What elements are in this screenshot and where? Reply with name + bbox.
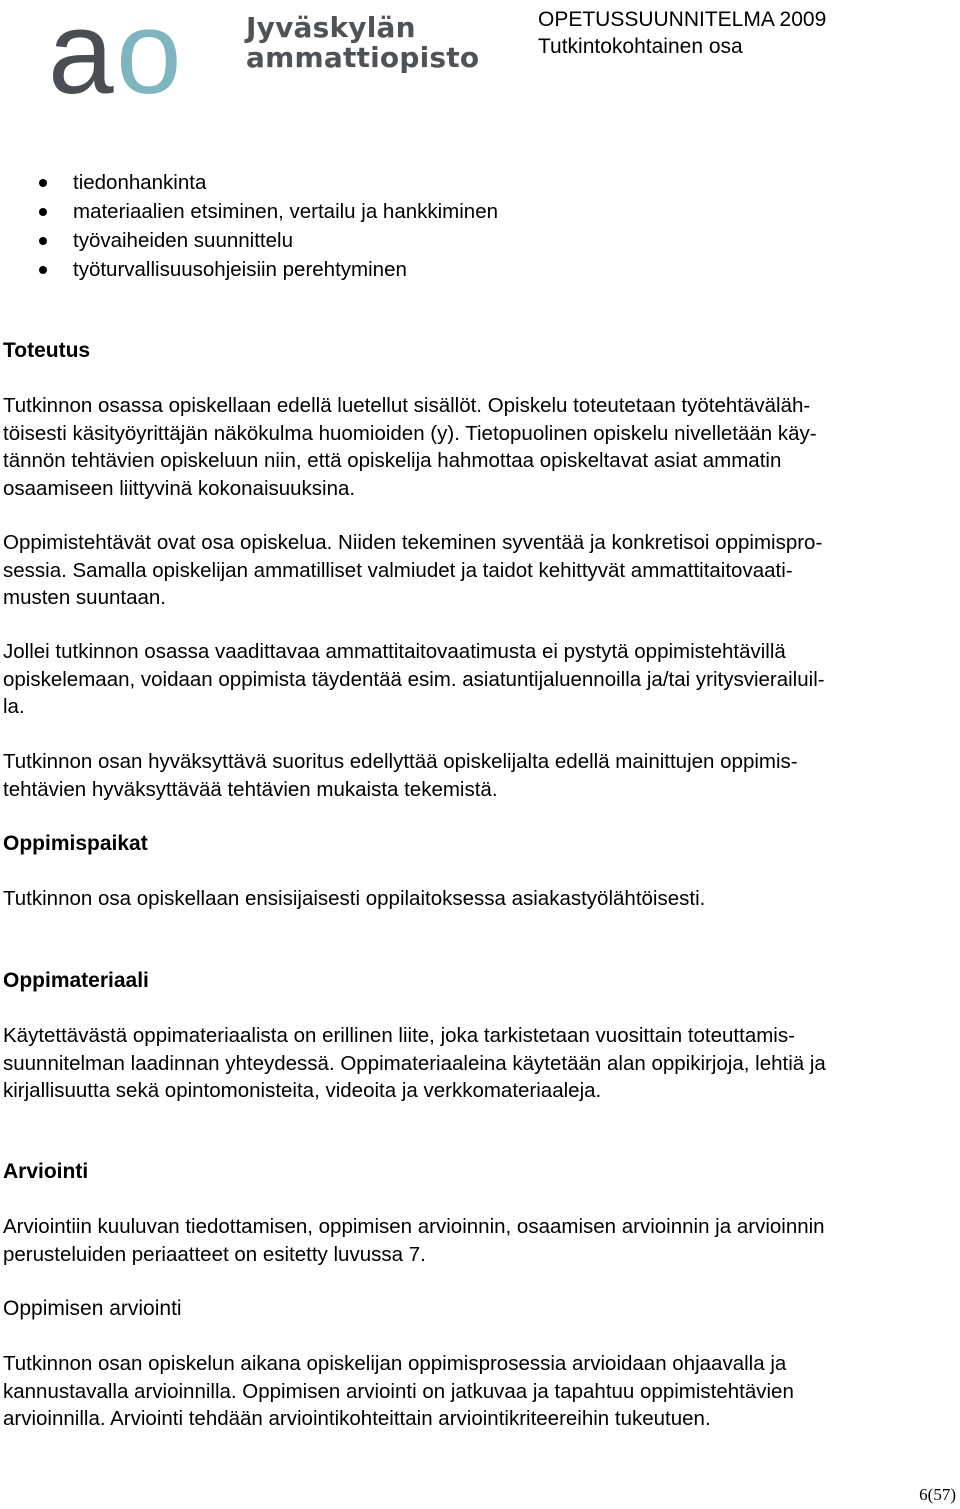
- paragraph-line: Tutkinnon osan hyväksyttävä suoritus edellyttää opiskelijalta edellä mainittujen oppimis-: [3, 750, 798, 773]
- oppimisen-arviointi-paragraph: [3, 1350, 959, 1433]
- paragraph-line: osaamiseen liittyvinä kokonaisuuksina.: [3, 476, 356, 500]
- paragraph-line: Tutkinnon osassa opiskellaan edellä luetellut sisällöt. Opiskelu toteutetaan työtehtäväläh-: [3, 394, 811, 417]
- logo-text-line2: ammattiopisto: [246, 41, 480, 74]
- list-item: [3, 168, 498, 197]
- arviointi-paragraph: [3, 1213, 959, 1268]
- paragraph-line: opiskelemaan, voidaan oppimista täydentää esim. asiatuntijaluennoilla ja/tai yritysvierailuil-: [3, 667, 825, 691]
- list-item: [3, 255, 498, 284]
- section-heading-oppimateriaali: Oppimateriaali: [3, 969, 149, 992]
- list-item: [3, 197, 498, 226]
- section-heading-oppimispaikat: Oppimispaikat: [3, 832, 148, 855]
- list-item-text: materiaalien etsiminen, vertailu ja hankkiminen: [73, 200, 499, 223]
- paragraph-line: arvioinnilla. Arviointi tehdään arviointikohteittain arviointikriteereihin tukeutuen.: [3, 1407, 711, 1430]
- logo-letter-a: a: [48, 0, 110, 119]
- document-title: OPETUSSUUNNITELMA 2009: [538, 8, 827, 31]
- paragraph-line: kannustavalla arvioinnilla. Oppimisen arviointi on jatkuvaa ja tapahtuu oppimistehtävien: [3, 1379, 794, 1403]
- logo-letter-o: o: [116, 0, 178, 119]
- paragraph-line: kirjallisuutta sekä opintomonisteita, videoita ja verkkomateriaaleja.: [3, 1079, 602, 1102]
- toteutus-paragraph-1: [3, 392, 959, 502]
- oppimateriaali-paragraph: [3, 1022, 959, 1105]
- paragraph-line: Tutkinnon osan opiskelun aikana opiskelijan oppimisprosessia arvioidaan ohjaavalla ja: [3, 1352, 787, 1375]
- paragraph-line: la.: [3, 695, 25, 718]
- paragraph-line: tännön tehtävien opiskeluun niin, että opiskelija hahmottaa opiskeltavat asiat ammatin: [3, 449, 782, 472]
- page-number: 6(57): [919, 1485, 956, 1504]
- content-bullet-list: [3, 168, 498, 284]
- paragraph-line: Tutkinnon osa opiskellaan ensisijaisesti oppilaitoksessa asiakastyölähtöisesti.: [3, 887, 706, 910]
- oppimispaikat-paragraph: [3, 885, 959, 913]
- paragraph-line: Jollei tutkinnon osassa vaadittavaa ammattitaitovaatimusta ei pystytä oppimistehtävillä: [3, 640, 786, 663]
- paragraph-line: suunnitelman laadinnan yhteydessä. Oppimateriaaleina käytetään alan oppikirjoja, lehtiä ja: [3, 1051, 826, 1075]
- bullet-icon: [39, 208, 47, 216]
- list-item: [3, 226, 498, 255]
- list-item-text: tiedonhankinta: [73, 171, 207, 194]
- bullet-icon: [39, 266, 47, 274]
- list-item-text: työturvallisuusohjeisiin perehtyminen: [73, 258, 407, 281]
- subheading-oppimisen-arviointi: Oppimisen arviointi: [3, 1297, 182, 1320]
- paragraph-line: perusteluiden periaatteet on esitetty luvussa 7.: [3, 1242, 426, 1266]
- paragraph-line: töisesti käsityöyrittäjän näkökulma huomioiden (y). Tietopuolinen opiskelu nivelletään käy-: [3, 421, 817, 445]
- paragraph-line: tehtävien hyväksyttävää tehtävien mukaista tekemistä.: [3, 777, 498, 801]
- paragraph-line: Arviointiin kuuluvan tiedottamisen, oppimisen arvioinnin, osaamisen arvioinnin ja arvioinnin: [3, 1215, 825, 1238]
- paragraph-line: musten suuntaan.: [3, 586, 166, 609]
- document-subtitle: Tutkintokohtainen osa: [538, 35, 743, 58]
- section-heading-arviointi: Arviointi: [3, 1160, 89, 1183]
- section-heading-toteutus: Toteutus: [3, 339, 91, 362]
- school-logo: [48, 0, 480, 119]
- bullet-icon: [39, 237, 47, 245]
- list-item-text: työvaiheiden suunnittelu: [73, 229, 293, 252]
- document-header: [538, 6, 826, 60]
- toteutus-paragraph-3: [3, 638, 959, 721]
- bullet-icon: [39, 179, 47, 187]
- paragraph-line: sessia. Samalla opiskelijan ammatilliset valmiudet ja taidot kehittyvät ammattitaitovaati-: [3, 558, 793, 582]
- paragraph-line: Käytettävästä oppimateriaalista on erillinen liite, joka tarkistetaan vuosittain toteuttamis-: [3, 1024, 795, 1047]
- logo-text-line1: Jyväskylän: [246, 11, 416, 44]
- toteutus-paragraph-2: [3, 529, 959, 612]
- paragraph-line: Oppimistehtävät ovat osa opiskelua. Niiden tekeminen syventää ja konkretisoi oppimispro-: [3, 531, 823, 554]
- toteutus-paragraph-4: [3, 748, 959, 803]
